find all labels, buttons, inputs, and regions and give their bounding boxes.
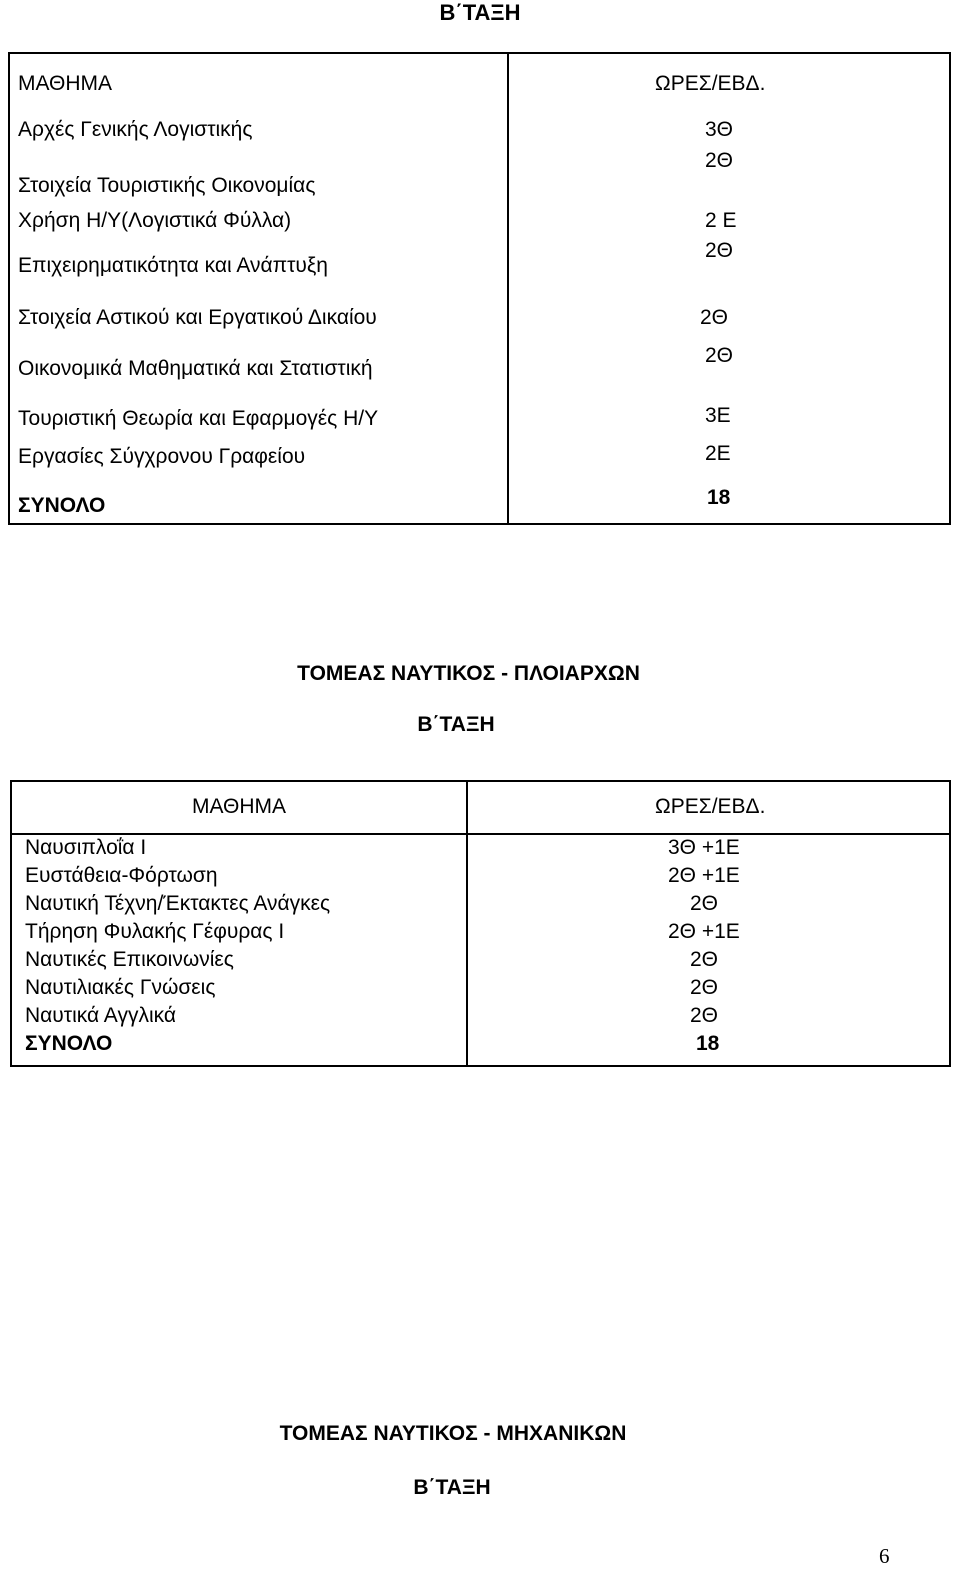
table-row-subject: Χρήση Η/Υ(Λογιστικά Φύλλα) — [18, 209, 292, 232]
table-row-hours: 3Θ +1Ε — [668, 836, 740, 859]
header-subject: ΜΑΘΗΜΑ — [191, 795, 287, 818]
table-row-hours: 2Ε — [705, 442, 731, 465]
table-row-subject: Τήρηση Φυλακής Γέφυρας Ι — [25, 920, 285, 943]
table-row-subject: Ναυτιλιακές Γνώσεις — [25, 976, 216, 999]
table-row-subject: Ευστάθεια-Φόρτωση — [25, 864, 218, 887]
header-divider — [12, 833, 949, 835]
table-row-subject: Τουριστική Θεωρία και Εφαρμογές Η/Υ — [18, 407, 379, 430]
table-row-hours: 2Θ — [690, 948, 719, 971]
total-value: 18 — [696, 1032, 720, 1055]
class-heading-top: Β΄ΤΑΞΗ — [439, 0, 521, 25]
class-heading: Β΄ΤΑΞΗ — [413, 1476, 491, 1499]
table-row-hours: 2Θ +1Ε — [668, 864, 740, 887]
table-row-hours: 3Ε — [705, 404, 731, 427]
section-title: ΤΟΜΕΑΣ ΝΑΥΤΙΚΟΣ - ΠΛΟΙΑΡΧΩΝ — [297, 662, 640, 685]
total-value: 18 — [707, 486, 731, 509]
total-label: ΣΥΝΟΛΟ — [25, 1032, 113, 1055]
table-row-hours: 2 Ε — [705, 209, 737, 232]
section-title: ΤΟΜΕΑΣ ΝΑΥΤΙΚΟΣ - ΜΗΧΑΝΙΚΩΝ — [279, 1422, 627, 1445]
table-row-subject: Αρχές Γενικής Λογιστικής — [18, 118, 253, 141]
course-hours-table-1 — [8, 52, 951, 525]
table-row-subject: Ναυσιπλοΐα Ι — [25, 836, 147, 859]
class-heading: Β΄ΤΑΞΗ — [417, 713, 495, 736]
total-label: ΣΥΝΟΛΟ — [18, 494, 106, 517]
column-divider — [507, 54, 509, 523]
table-row-hours: 2Θ — [690, 976, 719, 999]
table-row-hours: 2Θ — [700, 306, 729, 329]
table-row-hours: 3Θ — [705, 118, 734, 141]
table-row-hours: 2Θ — [690, 892, 719, 915]
page-number: 6 — [879, 1544, 890, 1568]
table-row-subject: Επιχειρηματικότητα και Ανάπτυξη — [18, 254, 328, 277]
table-row-subject: Στοιχεία Αστικού και Εργατικού Δικαίου — [18, 306, 377, 329]
table-row-subject: Ναυτικά Αγγλικά — [25, 1004, 176, 1027]
table-row-subject: Στοιχεία Τουριστικής Οικονομίας — [18, 174, 316, 197]
table-row-subject: Εργασίες Σύγχρονου Γραφείου — [18, 445, 306, 468]
table-row-hours: 2Θ — [705, 239, 734, 262]
table-row-subject: Οικονομικά Μαθηματικά και Στατιστική — [18, 357, 373, 380]
header-subject: ΜΑΘΗΜΑ — [18, 72, 113, 95]
table-row-hours: 2Θ — [690, 1004, 719, 1027]
table-row-hours: 2Θ +1Ε — [668, 920, 740, 943]
header-hours: ΩΡΕΣ/ΕΒΔ. — [655, 72, 766, 95]
table-row-subject: Ναυτική Τέχνη/Έκτακτες Ανάγκες — [25, 892, 331, 915]
header-hours: ΩΡΕΣ/ΕΒΔ. — [655, 795, 766, 818]
table-row-hours: 2Θ — [705, 344, 734, 367]
table-row-hours: 2Θ — [705, 149, 734, 172]
course-hours-table-2 — [10, 780, 951, 1067]
table-row-subject: Ναυτικές Επικοινωνίες — [25, 948, 234, 971]
column-divider — [466, 782, 468, 1065]
